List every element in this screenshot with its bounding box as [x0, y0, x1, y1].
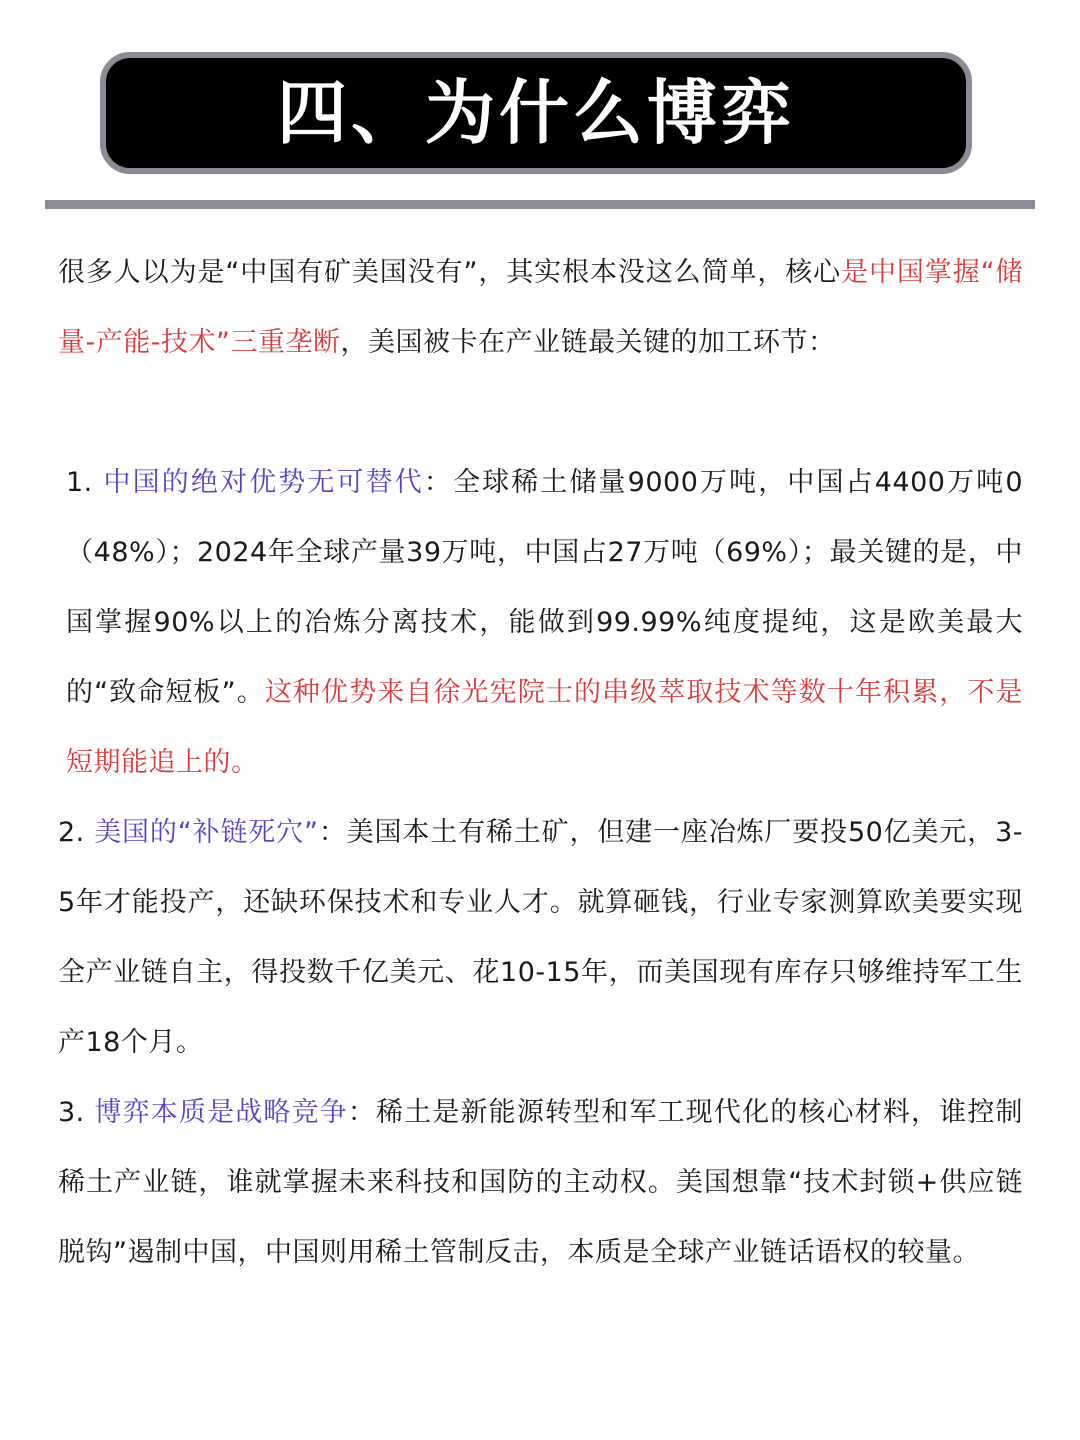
intro-paragraph	[58, 238, 1023, 378]
intro-highlight: 是中国掌握“储量-产能-技术”三重垄断	[58, 257, 1023, 358]
point-1-body: ：全球稀土储量9000万吨，中国占4400万吨0（48%）；2024年全球产量39万吨，中国占27万吨（69%）；最关键的是，中国掌握90%以上的冶炼分离技术，能做到99.99%纯度提纯，这是欧美最大的“致命短板”。	[66, 467, 1024, 708]
article-body	[58, 238, 1023, 1288]
point-2-heading: 美国的“补链死穴”	[94, 817, 319, 848]
point-2	[58, 798, 1023, 1078]
intro-text-end: ，美国被卡在产业链最关键的加工环节：	[340, 327, 836, 358]
point-3	[58, 1078, 1023, 1288]
title-banner	[100, 52, 972, 174]
point-1-heading: 中国的绝对优势无可替代	[103, 467, 424, 498]
point-1	[58, 448, 1023, 798]
page-title: 四、为什么博弈	[277, 72, 795, 154]
point-2-number: 2.	[58, 817, 95, 848]
point-2-body: ：美国本土有稀土矿，但建一座冶炼厂要投50亿美元，3-5年才能投产，还缺环保技术和专业人才。就算砸钱，行业专家测算欧美要实现全产业链自主，得投数千亿美元、花10-15年，而美国现有库存只够维持军工生产18个月。	[58, 817, 1024, 1058]
point-1-highlight: 这种优势来自徐光宪院士的串级萃取技术等数十年积累，不是短期能追上的。	[66, 677, 1023, 778]
divider	[45, 200, 1035, 209]
point-1-number: 1.	[66, 467, 104, 498]
point-3-heading: 博弈本质是战略竞争	[94, 1097, 348, 1128]
intro-text: 很多人以为是“中国有矿美国没有”，其实根本没这么简单，核心	[58, 257, 842, 288]
point-3-number: 3.	[58, 1097, 95, 1128]
point-3-body: ：稀土是新能源转型和军工现代化的核心材料，谁控制稀土产业链，谁就掌握未来科技和国防的主动权。美国想靠“技术封锁+供应链脱钩”遏制中国，中国则用稀土管制反击，本质是全球产业链话语权的较量。	[58, 1097, 1023, 1268]
